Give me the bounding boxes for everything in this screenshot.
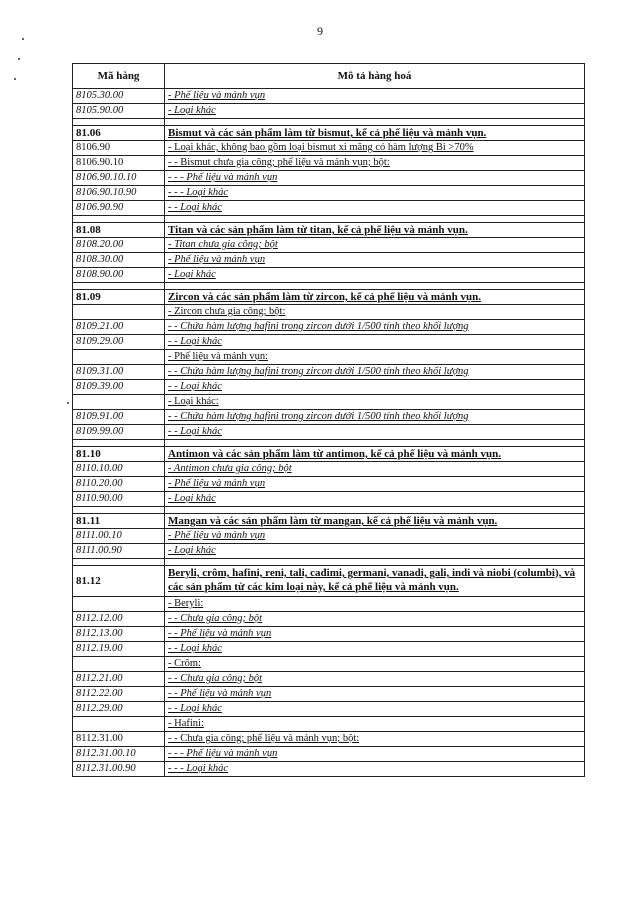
spacer-cell xyxy=(73,283,165,290)
table-row xyxy=(73,238,585,253)
spacer-row xyxy=(73,559,585,566)
heading-row xyxy=(73,514,585,529)
table-row xyxy=(73,395,585,410)
spacer-cell xyxy=(73,440,165,447)
hs-code-cell: 8112.12.00 xyxy=(73,612,165,627)
description-cell: - - Loại khác xyxy=(165,425,585,440)
description-cell: - - - Phế liệu và mảnh vụn xyxy=(165,171,585,186)
hs-code-cell: 8112.13.00 xyxy=(73,627,165,642)
spacer-cell xyxy=(165,119,585,126)
hs-code-cell: 8110.90.00 xyxy=(73,492,165,507)
hs-code-cell: 81.09 xyxy=(73,290,165,305)
description-cell: Bismut và các sản phẩm làm từ bismut, kể cả phế liệu và mảnh vụn. xyxy=(165,126,585,141)
hs-code-cell: 8108.30.00 xyxy=(73,253,165,268)
description-cell: - Loại khác, không bao gồm loại bismut xi măng có hàm lượng Bi >70% xyxy=(165,141,585,156)
hs-code-cell xyxy=(73,350,165,365)
table-row xyxy=(73,687,585,702)
table-row xyxy=(73,642,585,657)
table-row xyxy=(73,335,585,350)
description-cell: - - Loại khác xyxy=(165,201,585,216)
hs-code-cell xyxy=(73,305,165,320)
heading-row xyxy=(73,126,585,141)
description-cell: - - Chứa hàm lượng hafini trong zircon dưới 1/500 tính theo khối lượng xyxy=(165,320,585,335)
table-row xyxy=(73,544,585,559)
description-cell: - Phế liệu và mảnh vụn: xyxy=(165,350,585,365)
description-cell: - - - Loại khác xyxy=(165,762,585,777)
table-row xyxy=(73,462,585,477)
table-row xyxy=(73,253,585,268)
hs-code-cell: 8106.90.10 xyxy=(73,156,165,171)
description-cell: - Phế liệu và mảnh vụn xyxy=(165,89,585,104)
hs-code-cell: 81.11 xyxy=(73,514,165,529)
spacer-cell xyxy=(165,559,585,566)
hs-code-cell: 8109.39.00 xyxy=(73,380,165,395)
hs-code-cell xyxy=(73,717,165,732)
table-row xyxy=(73,141,585,156)
table-row xyxy=(73,477,585,492)
table-row xyxy=(73,529,585,544)
description-cell: Zircon và các sản phẩm làm từ zircon, kể cả phế liệu và mảnh vụn. xyxy=(165,290,585,305)
table-row xyxy=(73,268,585,283)
description-cell: - Zircon chưa gia công; bột: xyxy=(165,305,585,320)
scan-speck xyxy=(22,38,24,40)
hs-code-cell: 8109.21.00 xyxy=(73,320,165,335)
description-cell: - - Chưa gia công; bột xyxy=(165,672,585,687)
table-row xyxy=(73,762,585,777)
spacer-cell xyxy=(165,440,585,447)
heading-row xyxy=(73,447,585,462)
hs-code-cell: 8105.30.00 xyxy=(73,89,165,104)
description-cell: Mangan và các sản phẩm làm từ mangan, kể cả phế liệu và mảnh vụn. xyxy=(165,514,585,529)
spacer-row xyxy=(73,216,585,223)
tariff-table xyxy=(72,63,585,777)
spacer-cell xyxy=(73,559,165,566)
hs-code-cell: 8109.91.00 xyxy=(73,410,165,425)
description-cell: - Loại khác xyxy=(165,544,585,559)
description-cell: - - Loại khác xyxy=(165,335,585,350)
table-row xyxy=(73,492,585,507)
hs-code-cell: 8110.20.00 xyxy=(73,477,165,492)
description-cell: Beryli, crôm, hafini, reni, tali, cađimi, germani, vanadi, gali, indi và niobi (columbi), và các sản phẩm từ các kim loại này, kể cả phế liệu và mảnh vụn. xyxy=(165,566,585,597)
description-cell: - - - Phế liệu và mảnh vụn xyxy=(165,747,585,762)
table-row xyxy=(73,320,585,335)
description-cell: - - Chứa hàm lượng hafini trong zircon dưới 1/500 tính theo khối lượng xyxy=(165,365,585,380)
table-row xyxy=(73,201,585,216)
hs-code-cell: 8112.19.00 xyxy=(73,642,165,657)
table-header-row xyxy=(73,64,585,89)
spacer-cell xyxy=(73,507,165,514)
hs-code-cell: 8105.90.00 xyxy=(73,104,165,119)
description-cell: - Phế liệu và mảnh vụn xyxy=(165,477,585,492)
hs-code-cell: 81.06 xyxy=(73,126,165,141)
heading-row xyxy=(73,566,585,597)
description-cell: - - Loại khác xyxy=(165,380,585,395)
spacer-cell xyxy=(165,507,585,514)
table-row xyxy=(73,89,585,104)
scan-speck xyxy=(67,402,69,404)
description-cell: Titan và các sản phẩm làm từ titan, kể cả phế liệu và mảnh vụn. xyxy=(165,223,585,238)
hs-code-cell: 8110.10.00 xyxy=(73,462,165,477)
description-cell: - Loại khác: xyxy=(165,395,585,410)
description-cell: - - Chưa gia công; phế liệu và mảnh vụn; bột: xyxy=(165,732,585,747)
table-row xyxy=(73,186,585,201)
hs-code-cell: 8111.00.10 xyxy=(73,529,165,544)
description-cell: - Titan chưa gia công; bột xyxy=(165,238,585,253)
spacer-cell xyxy=(73,119,165,126)
spacer-row xyxy=(73,283,585,290)
table-row xyxy=(73,410,585,425)
description-cell: - Phế liệu và mảnh vụn xyxy=(165,253,585,268)
hs-code-cell: 8112.31.00 xyxy=(73,732,165,747)
description-cell: - Loại khác xyxy=(165,492,585,507)
table-row xyxy=(73,305,585,320)
table-row xyxy=(73,672,585,687)
table-row xyxy=(73,747,585,762)
description-cell: - - Chưa gia công; bột xyxy=(165,612,585,627)
spacer-row xyxy=(73,440,585,447)
table-row xyxy=(73,365,585,380)
spacer-row xyxy=(73,507,585,514)
hs-code-cell: 8109.99.00 xyxy=(73,425,165,440)
description-cell: - Hafini: xyxy=(165,717,585,732)
description-cell: - Loại khác xyxy=(165,268,585,283)
description-cell: Antimon và các sản phẩm làm từ antimon, kể cả phế liệu và mảnh vụn. xyxy=(165,447,585,462)
code-column-header: Mã hàng xyxy=(73,64,165,89)
hs-code-cell xyxy=(73,395,165,410)
hs-code-cell: 81.12 xyxy=(73,566,165,597)
hs-code-cell: 8111.00.90 xyxy=(73,544,165,559)
table-row xyxy=(73,425,585,440)
table-row xyxy=(73,104,585,119)
description-cell: - - Bismut chưa gia công; phế liệu và mảnh vụn; bột: xyxy=(165,156,585,171)
table-row xyxy=(73,732,585,747)
description-cell: - - Phế liệu và mảnh vụn xyxy=(165,687,585,702)
table-row xyxy=(73,717,585,732)
hs-code-cell: 8108.90.00 xyxy=(73,268,165,283)
description-cell: - - Phế liệu và mảnh vụn xyxy=(165,627,585,642)
hs-code-cell: 8112.31.00.90 xyxy=(73,762,165,777)
spacer-row xyxy=(73,119,585,126)
table-row xyxy=(73,350,585,365)
description-cell: - - - Loại khác xyxy=(165,186,585,201)
table-row xyxy=(73,597,585,612)
hs-code-cell: 8106.90 xyxy=(73,141,165,156)
page-number: 9 xyxy=(317,24,323,38)
hs-code-cell: 8112.31.00.10 xyxy=(73,747,165,762)
heading-row xyxy=(73,290,585,305)
hs-code-cell: 8112.22.00 xyxy=(73,687,165,702)
hs-code-cell: 8106.90.10.90 xyxy=(73,186,165,201)
description-cell: - - Chứa hàm lượng hafini trong zircon dưới 1/500 tính theo khối lượng xyxy=(165,410,585,425)
hs-code-cell xyxy=(73,597,165,612)
spacer-cell xyxy=(73,216,165,223)
description-cell: - Loại khác xyxy=(165,104,585,119)
hs-code-cell: 8109.29.00 xyxy=(73,335,165,350)
table-row xyxy=(73,171,585,186)
tariff-table-body xyxy=(73,89,585,777)
description-column-header: Mô tả hàng hoá xyxy=(165,64,585,89)
spacer-cell xyxy=(165,216,585,223)
hs-code-cell: 8112.21.00 xyxy=(73,672,165,687)
table-row xyxy=(73,627,585,642)
hs-code-cell xyxy=(73,657,165,672)
hs-code-cell: 8112.29.00 xyxy=(73,702,165,717)
scan-speck xyxy=(18,58,20,60)
table-row xyxy=(73,657,585,672)
description-cell: - Phế liệu và mảnh vụn xyxy=(165,529,585,544)
heading-row xyxy=(73,223,585,238)
description-cell: - Beryli: xyxy=(165,597,585,612)
description-cell: - Crôm: xyxy=(165,657,585,672)
description-cell: - - Loại khác xyxy=(165,702,585,717)
hs-code-cell: 8106.90.90 xyxy=(73,201,165,216)
scan-speck xyxy=(14,78,16,80)
hs-code-cell: 81.08 xyxy=(73,223,165,238)
description-cell: - Antimon chưa gia công; bột xyxy=(165,462,585,477)
description-cell: - - Loại khác xyxy=(165,642,585,657)
hs-code-cell: 8106.90.10.10 xyxy=(73,171,165,186)
table-row xyxy=(73,702,585,717)
hs-code-cell: 81.10 xyxy=(73,447,165,462)
hs-code-cell: 8108.20.00 xyxy=(73,238,165,253)
table-row xyxy=(73,612,585,627)
hs-code-cell: 8109.31.00 xyxy=(73,365,165,380)
table-row xyxy=(73,156,585,171)
spacer-cell xyxy=(165,283,585,290)
table-row xyxy=(73,380,585,395)
